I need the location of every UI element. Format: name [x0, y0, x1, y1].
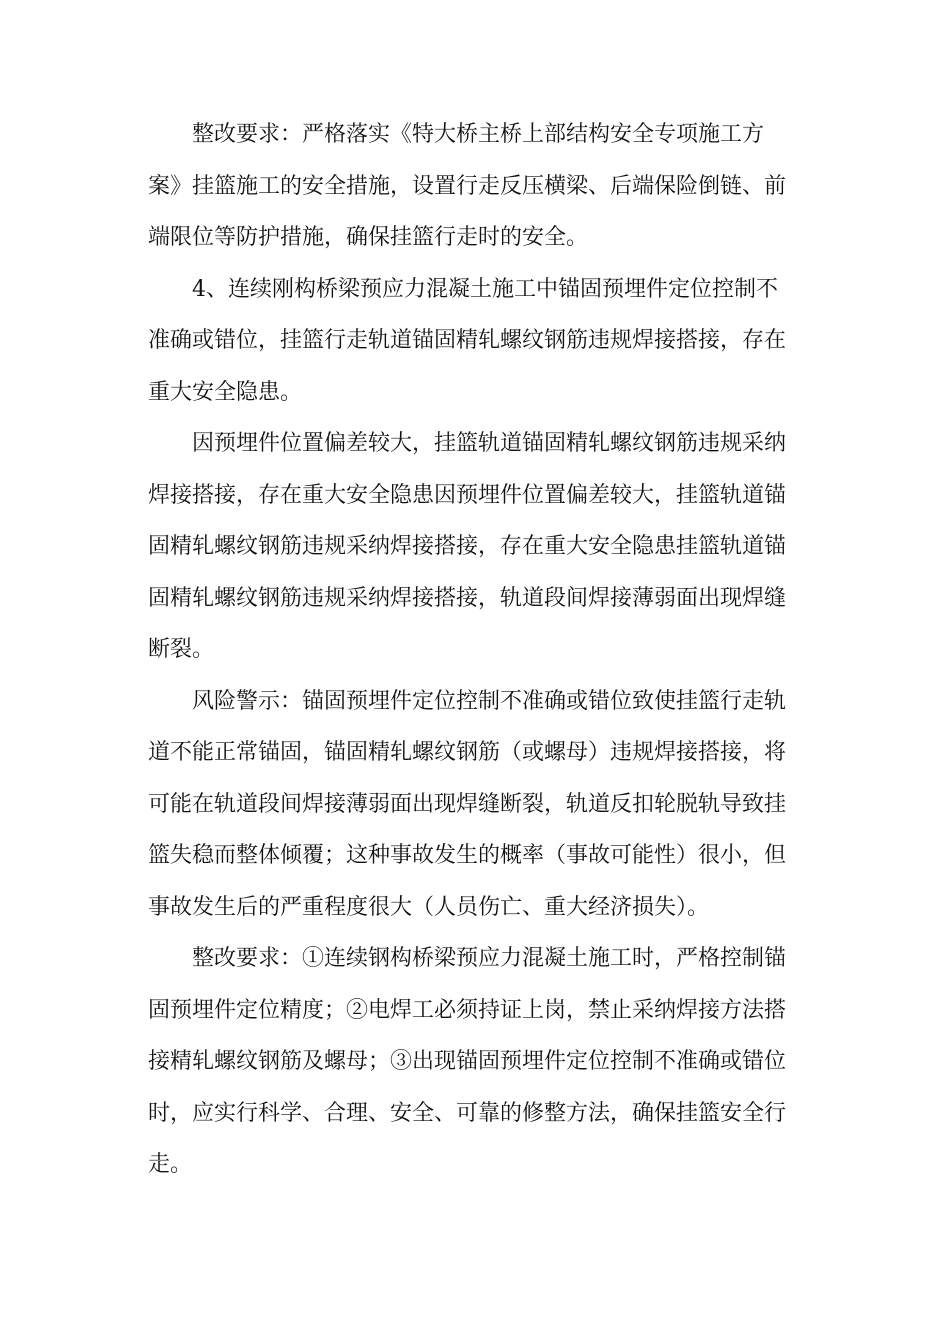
paragraph-line: 固预埋件定位精度；②电焊工必须持证上岗，禁止采纳焊接方法搭 — [148, 997, 787, 1023]
paragraph-risk-warning — [148, 676, 798, 934]
paragraph-line: 道不能正常锚固，锚固精轧螺纹钢筋（或螺母）违规焊接搭接，将 — [148, 740, 787, 765]
document-body — [148, 109, 798, 1191]
paragraph-line: 可能在轨道段间焊接薄弱面出现焊缝断裂，轨道反扣轮脱轨导致挂 — [148, 791, 787, 817]
paragraph-line: 准确或错位，挂篮行走轨道锚固精轧螺纹钢筋违规焊接搭接，存在 — [148, 328, 787, 353]
paragraph-rectification-requirement-2 — [148, 933, 798, 1191]
paragraph-line: 事故发生后的严重程度很大（人员伤亡、重大经济损失）。 — [148, 894, 710, 920]
paragraph-line: 整改要求：①连续钢构桥梁预应力混凝土施工时，严格控制锚 — [192, 946, 787, 971]
paragraph-line: 案》挂篮施工的安全措施，设置行走反压横梁、后端保险倒链、前 — [148, 173, 787, 199]
paragraph-line: 接精轧螺纹钢筋及螺母；③出现锚固预埋件定位控制不准确或错位 — [148, 1049, 787, 1074]
paragraph-line: 风险警示：锚固预埋件定位控制不准确或错位致使挂篮行走轨 — [192, 688, 787, 714]
paragraph-line: 因预埋件位置偏差较大，挂篮轨道锚固精轧螺纹钢筋违规采纳 — [192, 431, 787, 456]
paragraph-line: 走。 — [148, 1152, 193, 1177]
paragraph-line: 固精轧螺纹钢筋违规采纳焊接搭接，轨道段间焊接薄弱面出现焊缝 — [148, 585, 787, 611]
paragraph-line: 重大安全隐患。 — [148, 379, 303, 405]
paragraph-rectification-requirement-1 — [148, 109, 798, 264]
paragraph-cause — [148, 418, 798, 676]
paragraph-line: 固精轧螺纹钢筋违规采纳焊接搭接，存在重大安全隐患挂篮轨道锚 — [148, 534, 787, 559]
paragraph-line: 整改要求：严格落实《特大桥主桥上部结构安全专项施工方 — [192, 122, 765, 147]
paragraph-line: 端限位等防护措施，确保挂篮行走时的安全。 — [148, 225, 589, 250]
paragraph-line: 时，应实行科学、合理、安全、可靠的修整方法，确保挂篮安全行 — [148, 1100, 787, 1126]
paragraph-line: 4、连续刚构桥梁预应力混凝土施工中锚固预埋件定位控制不 — [192, 276, 778, 302]
paragraph-line: 焊接搭接，存在重大安全隐患因预埋件位置偏差较大，挂篮轨道锚 — [148, 482, 787, 508]
paragraph-line: 断裂。 — [148, 637, 215, 662]
paragraph-line: 篮失稳而整体倾覆；这种事故发生的概率（事故可能性）很小，但 — [148, 843, 787, 868]
paragraph-item-4-heading — [148, 264, 798, 419]
